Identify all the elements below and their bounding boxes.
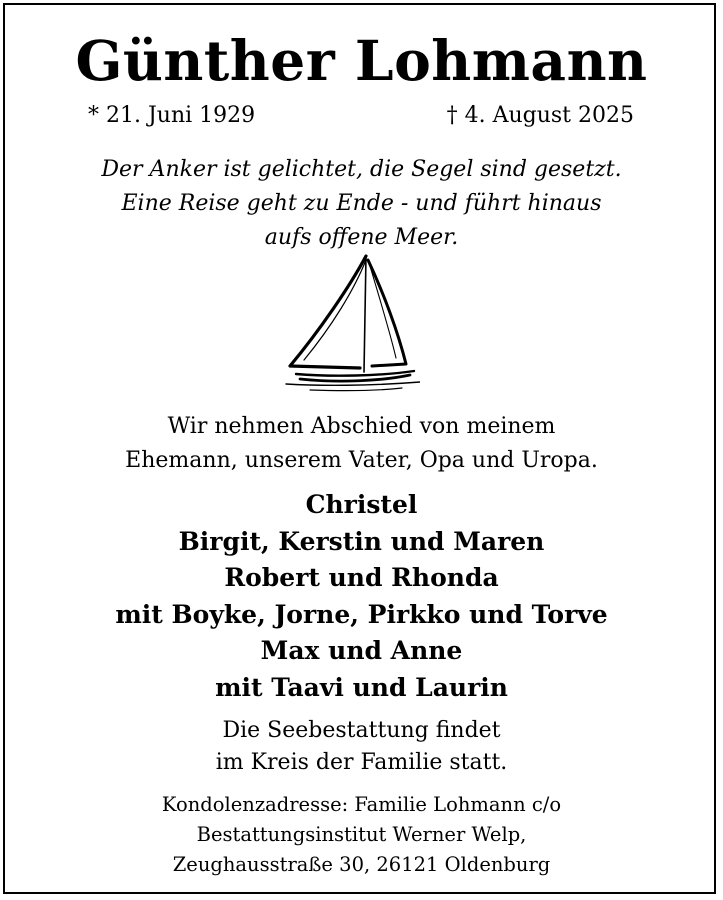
condolence-address <box>0 790 723 880</box>
burial-line: im Kreis der Familie statt. <box>215 750 508 775</box>
family-line: Max und Anne <box>260 636 463 665</box>
family-line: mit Taavi und Laurin <box>215 672 508 702</box>
farewell-line: Ehemann, unserem Vater, Opa und Uropa. <box>125 448 598 473</box>
family-line: Birgit, Kerstin und Maren <box>178 526 545 556</box>
burial-info <box>0 715 723 779</box>
family-line: mit Boyke, Jorne, Pirkko und Torve <box>115 599 608 629</box>
farewell-text <box>0 410 723 478</box>
verse <box>0 153 723 255</box>
address-line: Bestattungsinstitut Werner Welp, <box>196 823 527 846</box>
verse-line: aufs offene Meer. <box>264 225 459 250</box>
address-line: Zeughausstraße 30, 26121 Oldenburg <box>172 853 551 876</box>
death-date: † 4. August 2025 <box>446 103 634 128</box>
sailboat-icon <box>280 250 420 398</box>
birth-date: * 21. Juni 1929 <box>88 103 256 128</box>
verse-line: Der Anker ist gelichtet, die Segel sind gesetzt. <box>101 157 622 182</box>
verse-line: Eine Reise geht zu Ende - und führt hinaus <box>121 191 602 216</box>
address-line: Kondolenzadresse: Familie Lohmann c/o <box>161 793 562 816</box>
burial-line: Die Seebestattung findet <box>222 718 501 743</box>
family-line: Christel <box>305 490 418 519</box>
deceased-name: Günther Lohmann <box>75 28 648 93</box>
farewell-line: Wir nehmen Abschied von meinem <box>167 414 556 439</box>
family-names <box>0 487 723 706</box>
family-line: Robert und Rhonda <box>224 563 499 592</box>
